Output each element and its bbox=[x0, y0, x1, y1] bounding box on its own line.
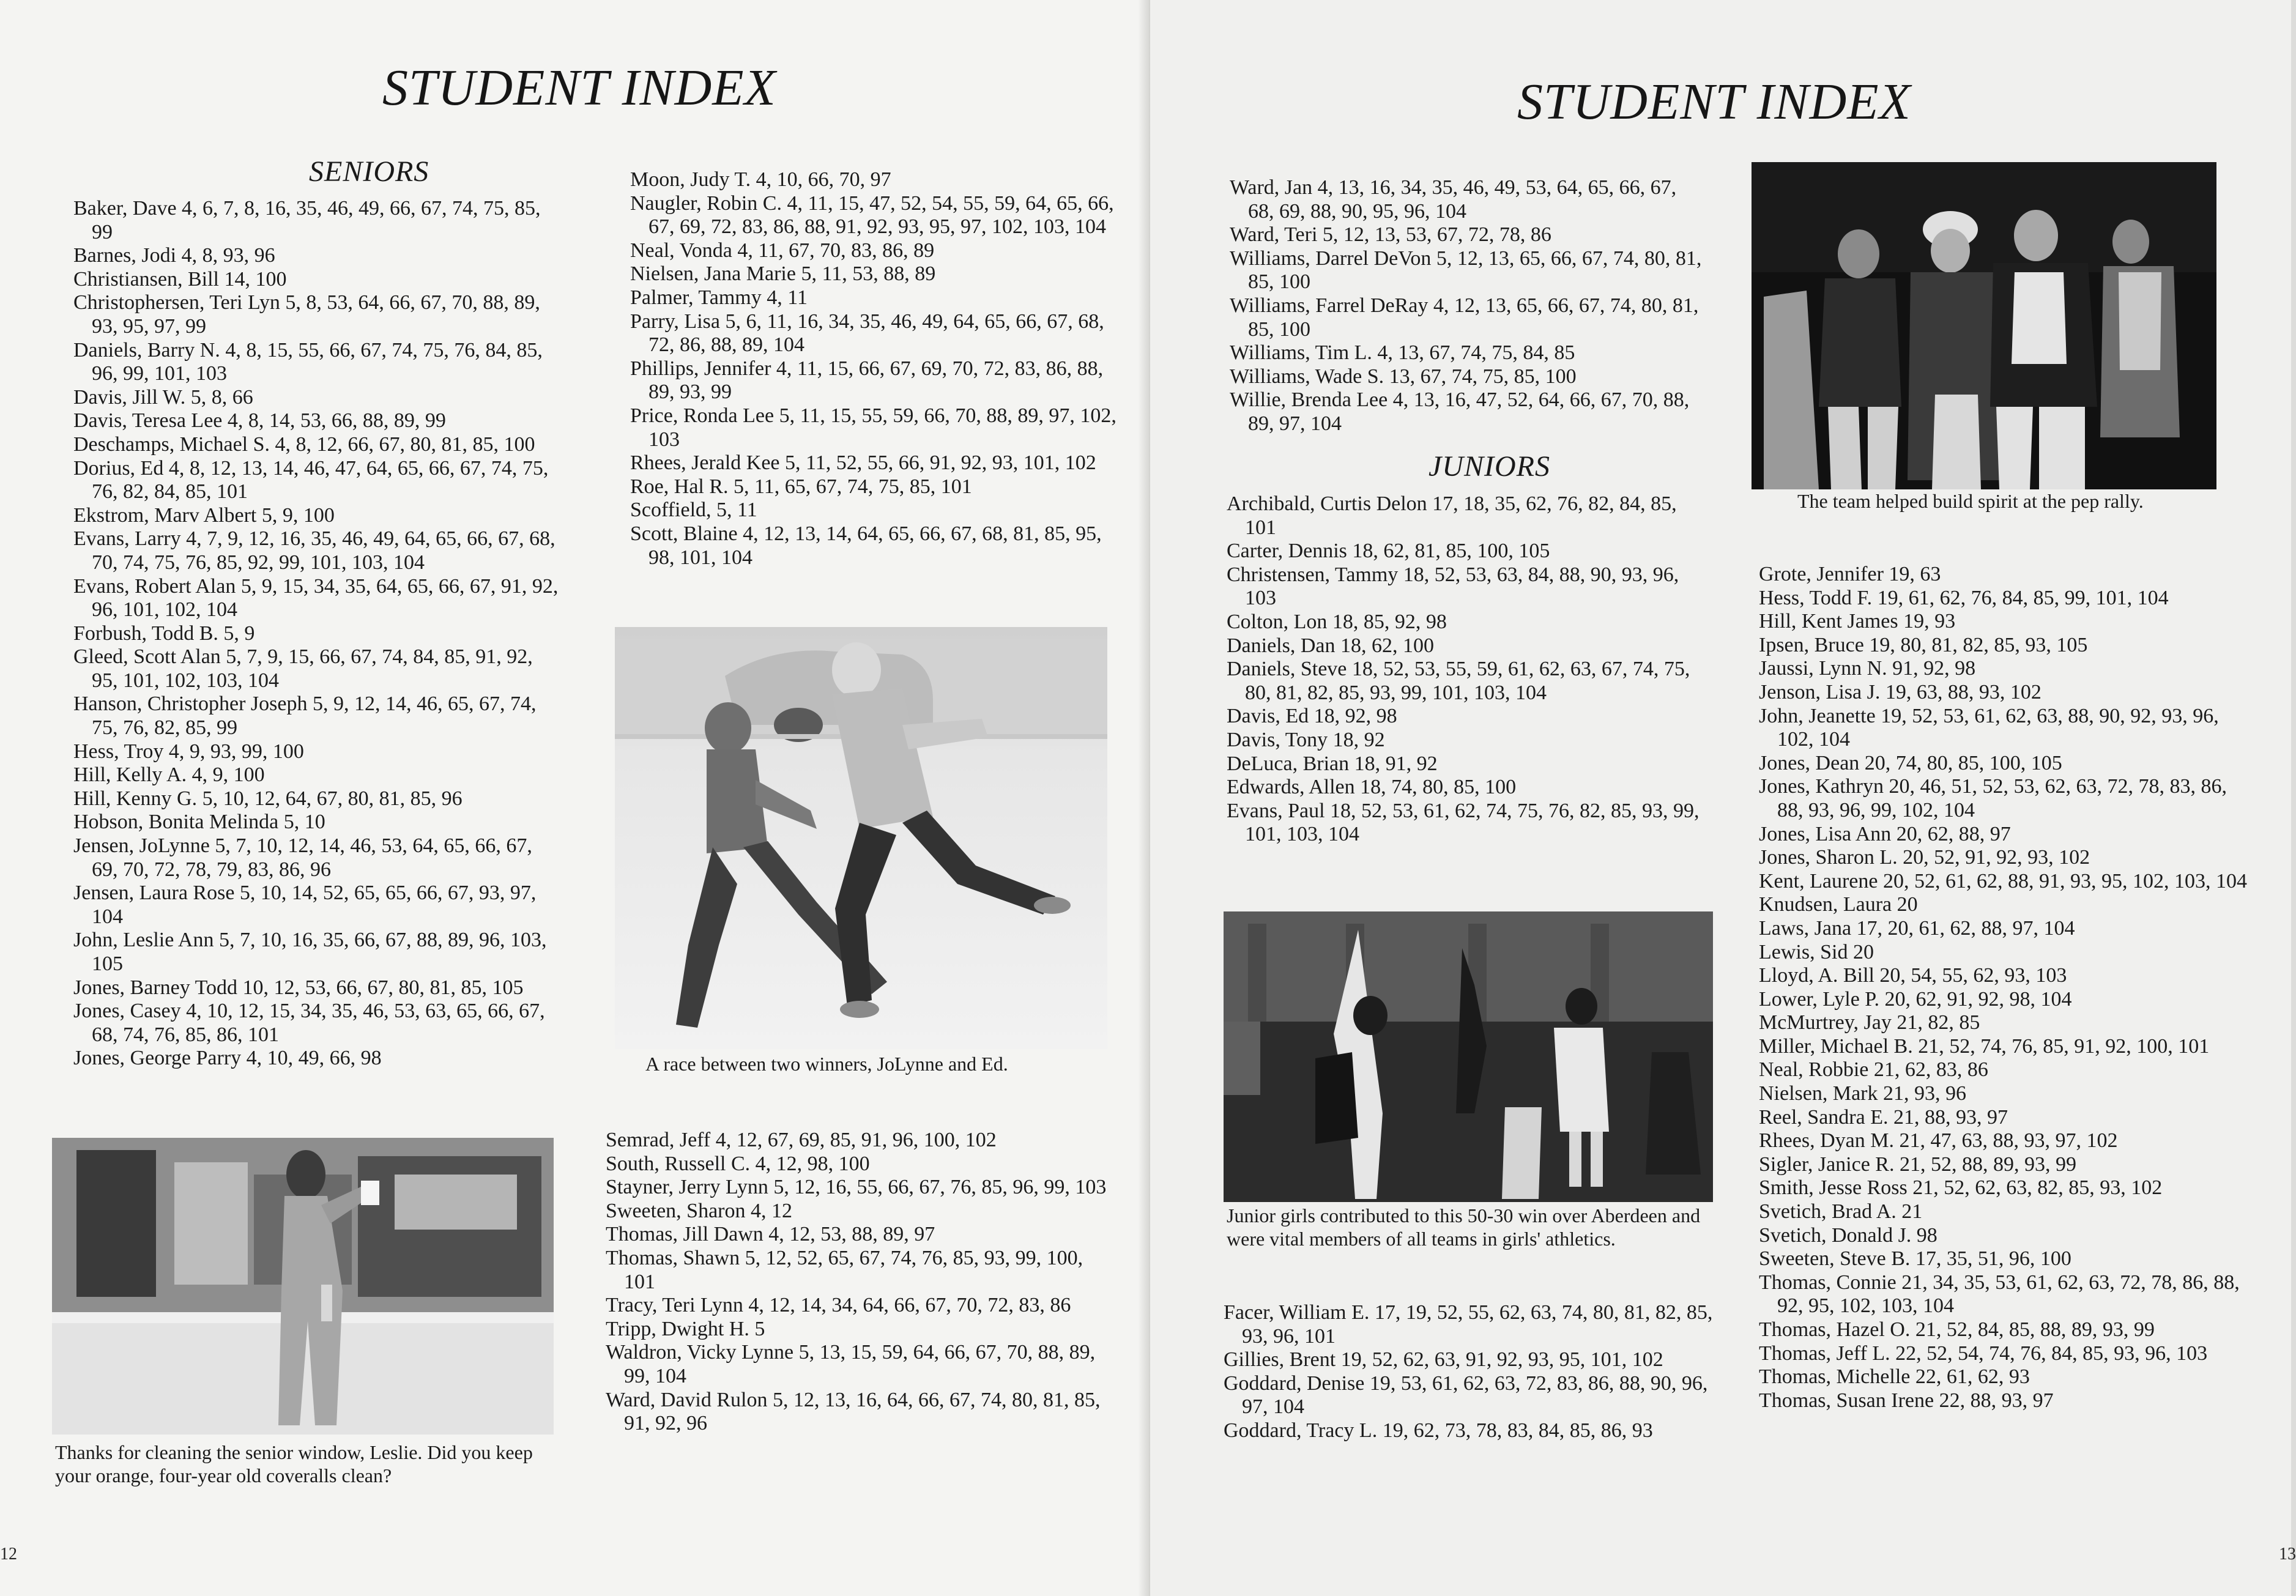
seniors-column-1 bbox=[73, 197, 563, 1071]
index-entry: Jones, George Parry 4, 10, 49, 66, 98 bbox=[73, 1047, 382, 1070]
index-entry: Nielsen, Mark 21, 93, 96 bbox=[1759, 1082, 1967, 1105]
index-entry: Rhees, Dyan M. 21, 47, 63, 88, 93, 97, 102 bbox=[1759, 1129, 2118, 1152]
index-entry: Jones, Sharon L. 20, 52, 91, 92, 93, 102 bbox=[1759, 846, 2090, 869]
race-photo bbox=[615, 627, 1107, 1049]
index-entry: Sweeten, Sharon 4, 12 bbox=[606, 1199, 793, 1222]
window-photo-caption: Thanks for cleaning the senior window, Leslie. Did you keep your orange, four-year old coveralls clean? bbox=[55, 1441, 533, 1487]
index-entry: Thomas, Michelle 22, 61, 62, 93 bbox=[1759, 1365, 2030, 1389]
index-entry: Davis, Teresa Lee 4, 8, 14, 53, 66, 88, 89, 99 bbox=[73, 409, 446, 432]
index-entry: Barnes, Jodi 4, 8, 93, 96 bbox=[73, 244, 275, 267]
index-entry: Grote, Jennifer 19, 63 bbox=[1759, 563, 1941, 585]
index-entry: Lewis, Sid 20 bbox=[1759, 940, 1874, 963]
index-entry: Palmer, Tammy 4, 11 bbox=[630, 286, 808, 309]
index-entry: Jenson, Lisa J. 19, 63, 88, 93, 102 bbox=[1759, 680, 2042, 703]
index-entry: Jensen, Laura Rose 5, 10, 14, 52, 65, 65, 66, 67, 93, 97, 104 bbox=[73, 882, 537, 928]
index-entry: Davis, Tony 18, 92 bbox=[1227, 728, 1385, 751]
basketball-photo-caption: Junior girls contributed to this 50-30 win over Aberdeen and were vital members of all teams in girls' athletics. bbox=[1227, 1204, 1701, 1250]
basketball-photo-image bbox=[1224, 911, 1713, 1202]
index-entry: Rhees, Jerald Kee 5, 11, 52, 55, 66, 91, 92, 93, 101, 102 bbox=[630, 451, 1096, 475]
index-entry: Evans, Paul 18, 52, 53, 61, 62, 74, 75, 76, 82, 85, 93, 99, 101, 103, 104 bbox=[1227, 799, 1700, 846]
pep-rally-photo bbox=[1752, 162, 2216, 489]
index-entry: Jones, Casey 4, 10, 12, 15, 34, 35, 46, 53, 63, 65, 66, 67, 68, 74, 76, 85, 86, 101 bbox=[73, 1000, 545, 1046]
index-entry: Thomas, Susan Irene 22, 88, 93, 97 bbox=[1759, 1389, 2054, 1412]
index-entry: Williams, Wade S. 13, 67, 74, 75, 85, 100 bbox=[1230, 365, 1577, 388]
index-entry: Lower, Lyle P. 20, 62, 91, 92, 98, 104 bbox=[1759, 987, 2072, 1011]
window-photo bbox=[52, 1138, 554, 1435]
index-entry: Daniels, Barry N. 4, 8, 15, 55, 66, 67, 74, 75, 76, 84, 85, 96, 99, 101, 103 bbox=[73, 338, 543, 385]
index-entry: Colton, Lon 18, 85, 92, 98 bbox=[1227, 610, 1447, 633]
index-entry: Reel, Sandra E. 21, 88, 93, 97 bbox=[1759, 1105, 2008, 1129]
index-entry: Christiansen, Bill 14, 100 bbox=[73, 267, 287, 291]
seniors-heading: SENIORS bbox=[309, 155, 429, 188]
index-entry: Sigler, Janice R. 21, 52, 88, 89, 93, 99 bbox=[1759, 1152, 2076, 1176]
index-entry: Ward, Jan 4, 13, 16, 34, 35, 46, 49, 53, 64, 65, 66, 67, 68, 69, 88, 90, 95, 96, 104 bbox=[1230, 176, 1677, 223]
index-entry: Jensen, JoLynne 5, 7, 10, 12, 14, 46, 53, 64, 65, 66, 67, 69, 70, 72, 78, 79, 83, 86, 96 bbox=[73, 834, 532, 881]
index-entry: Ward, David Rulon 5, 12, 13, 16, 64, 66, 67, 74, 80, 81, 85, 91, 92, 96 bbox=[606, 1388, 1101, 1435]
index-entry: Thomas, Shawn 5, 12, 52, 65, 67, 74, 76, 85, 93, 99, 100, 101 bbox=[606, 1246, 1083, 1293]
index-entry: Evans, Larry 4, 7, 9, 12, 16, 35, 46, 49, 64, 65, 66, 67, 68, 70, 74, 75, 76, 85, 92, 99, 101, 103, 104 bbox=[73, 527, 555, 574]
juniors-column-2 bbox=[1759, 563, 2248, 1412]
index-entry: Smith, Jesse Ross 21, 52, 62, 63, 82, 85, 93, 102 bbox=[1759, 1176, 2163, 1200]
index-entry: Edwards, Allen 18, 74, 80, 85, 100 bbox=[1227, 776, 1517, 799]
index-entry: Nielsen, Jana Marie 5, 11, 53, 88, 89 bbox=[630, 262, 936, 286]
index-entry: Jones, Kathryn 20, 46, 51, 52, 53, 62, 63, 72, 78, 83, 86, 88, 93, 96, 99, 102, 104 bbox=[1759, 775, 2227, 822]
index-entry: Laws, Jana 17, 20, 61, 62, 88, 97, 104 bbox=[1759, 916, 2075, 940]
right-page-title: STUDENT INDEX bbox=[1517, 73, 1911, 130]
index-entry: Price, Ronda Lee 5, 11, 15, 55, 59, 66, 70, 88, 89, 97, 102, 103 bbox=[630, 404, 1116, 451]
index-entry: Williams, Farrel DeRay 4, 12, 13, 65, 66, 67, 74, 80, 81, 85, 100 bbox=[1230, 294, 1699, 341]
index-entry: Gleed, Scott Alan 5, 7, 9, 15, 66, 67, 74, 84, 85, 91, 92, 95, 101, 102, 103, 104 bbox=[73, 645, 533, 692]
index-entry: Ipsen, Bruce 19, 80, 81, 82, 85, 93, 105 bbox=[1759, 633, 2088, 656]
index-entry: Tracy, Teri Lynn 4, 12, 14, 34, 64, 66, 67, 70, 72, 83, 86 bbox=[606, 1294, 1071, 1317]
index-entry: John, Leslie Ann 5, 7, 10, 16, 35, 66, 67, 88, 89, 96, 103, 105 bbox=[73, 929, 547, 975]
basketball-photo bbox=[1224, 911, 1713, 1202]
index-entry: Jones, Barney Todd 10, 12, 53, 66, 67, 80, 81, 85, 105 bbox=[73, 976, 524, 999]
index-entry: Thomas, Jeff L. 22, 52, 54, 74, 76, 84, 85, 93, 96, 103 bbox=[1759, 1342, 2208, 1365]
index-entry: Parry, Lisa 5, 6, 11, 16, 34, 35, 46, 49, 64, 65, 66, 67, 68, 72, 86, 88, 89, 104 bbox=[630, 310, 1104, 357]
seniors-column-2-bottom bbox=[606, 1129, 1107, 1436]
index-entry: Davis, Ed 18, 92, 98 bbox=[1227, 705, 1397, 728]
index-entry: Williams, Tim L. 4, 13, 67, 74, 75, 84, 85 bbox=[1230, 341, 1575, 365]
index-entry: Thomas, Hazel O. 21, 52, 84, 85, 88, 89, 93, 99 bbox=[1759, 1318, 2155, 1341]
index-entry: Daniels, Dan 18, 62, 100 bbox=[1227, 634, 1435, 657]
index-entry: Hill, Kelly A. 4, 9, 100 bbox=[73, 763, 265, 787]
left-page-title: STUDENT INDEX bbox=[382, 59, 776, 116]
index-entry: Hill, Kenny G. 5, 10, 12, 64, 67, 80, 81, 85, 96 bbox=[73, 787, 463, 810]
index-entry: Tripp, Dwight H. 5 bbox=[606, 1317, 765, 1340]
index-entry: Neal, Vonda 4, 11, 67, 70, 83, 86, 89 bbox=[630, 239, 935, 262]
index-entry: Thomas, Jill Dawn 4, 12, 53, 88, 89, 97 bbox=[606, 1223, 935, 1246]
window-photo-image bbox=[52, 1138, 554, 1435]
index-entry: Ekstrom, Marv Albert 5, 9, 100 bbox=[73, 503, 335, 527]
index-entry: Naugler, Robin C. 4, 11, 15, 47, 52, 54, 55, 59, 64, 65, 66, 67, 69, 72, 83, 86, 88, 91, 92, 93, 95, 97, 102, 103, 104 bbox=[630, 191, 1114, 239]
index-entry: Hess, Troy 4, 9, 93, 99, 100 bbox=[73, 740, 304, 763]
seniors-column-2-top bbox=[630, 168, 1120, 570]
index-entry: South, Russell C. 4, 12, 98, 100 bbox=[606, 1152, 870, 1175]
index-entry: Roe, Hal R. 5, 11, 65, 67, 74, 75, 85, 101 bbox=[630, 475, 972, 498]
index-entry: Willie, Brenda Lee 4, 13, 16, 47, 52, 64, 66, 67, 70, 88, 89, 97, 104 bbox=[1230, 388, 1690, 435]
index-entry: Christophersen, Teri Lyn 5, 8, 53, 64, 66, 67, 70, 88, 89, 93, 95, 97, 99 bbox=[73, 291, 540, 338]
index-entry: Neal, Robbie 21, 62, 83, 86 bbox=[1759, 1058, 1988, 1082]
index-entry: Evans, Robert Alan 5, 9, 15, 34, 35, 64, 65, 66, 67, 91, 92, 96, 101, 102, 104 bbox=[73, 574, 559, 622]
index-entry: Jones, Lisa Ann 20, 62, 88, 97 bbox=[1759, 822, 2011, 845]
index-entry: Facer, William E. 17, 19, 52, 55, 62, 63, 74, 80, 81, 82, 85, 93, 96, 101 bbox=[1224, 1301, 1713, 1348]
index-entry: Lloyd, A. Bill 20, 54, 55, 62, 93, 103 bbox=[1759, 964, 2067, 987]
index-entry: DeLuca, Brian 18, 91, 92 bbox=[1227, 752, 1438, 775]
index-entry: Semrad, Jeff 4, 12, 67, 69, 85, 91, 96, 100, 102 bbox=[606, 1129, 997, 1151]
index-entry: Dorius, Ed 4, 8, 12, 13, 14, 46, 47, 64, 65, 66, 67, 74, 75, 76, 82, 84, 85, 101 bbox=[73, 456, 549, 503]
juniors-column-1-top bbox=[1227, 492, 1710, 847]
race-photo-image bbox=[615, 627, 1107, 1049]
index-entry: Daniels, Steve 18, 52, 53, 55, 59, 61, 62, 63, 67, 74, 75, 80, 81, 82, 85, 93, 99, 101, 103, 104 bbox=[1227, 658, 1690, 704]
index-entry: Thomas, Connie 21, 34, 35, 53, 61, 62, 63, 72, 78, 86, 88, 92, 95, 102, 103, 104 bbox=[1759, 1271, 2240, 1318]
seniors-continued-column bbox=[1230, 176, 1707, 436]
index-entry: Knudsen, Laura 20 bbox=[1759, 893, 1918, 916]
index-entry: Jones, Dean 20, 74, 80, 85, 100, 105 bbox=[1759, 751, 2062, 774]
index-entry: Archibald, Curtis Delon 17, 18, 35, 62, 76, 82, 84, 85, 101 bbox=[1227, 492, 1677, 539]
index-entry: Svetich, Donald J. 98 bbox=[1759, 1223, 1937, 1247]
index-entry: Davis, Jill W. 5, 8, 66 bbox=[73, 385, 253, 409]
index-entry: Christensen, Tammy 18, 52, 53, 63, 84, 88, 90, 93, 96, 103 bbox=[1227, 563, 1679, 610]
index-entry: Waldron, Vicky Lynne 5, 13, 15, 59, 64, 66, 67, 70, 88, 89, 99, 104 bbox=[606, 1341, 1096, 1387]
index-entry: McMurtrey, Jay 21, 82, 85 bbox=[1759, 1011, 1980, 1034]
index-entry: Hess, Todd F. 19, 61, 62, 76, 84, 85, 99, 101, 104 bbox=[1759, 586, 2169, 609]
index-entry: Gillies, Brent 19, 52, 62, 63, 91, 92, 93, 95, 101, 102 bbox=[1224, 1348, 1663, 1371]
index-entry: Hill, Kent James 19, 93 bbox=[1759, 610, 1956, 633]
pep-rally-photo-image bbox=[1752, 162, 2216, 489]
index-entry: Scoffield, 5, 11 bbox=[630, 499, 757, 522]
index-entry: Sweeten, Steve B. 17, 35, 51, 96, 100 bbox=[1759, 1247, 2071, 1271]
index-entry: Kent, Laurene 20, 52, 61, 62, 88, 91, 93, 95, 102, 103, 104 bbox=[1759, 869, 2247, 893]
index-entry: Ward, Teri 5, 12, 13, 53, 67, 72, 78, 86 bbox=[1230, 223, 1551, 247]
left-page-number: 12 bbox=[0, 1545, 17, 1564]
index-entry: Forbush, Todd B. 5, 9 bbox=[73, 622, 255, 645]
index-entry: Svetich, Brad A. 21 bbox=[1759, 1200, 1923, 1223]
index-entry: Deschamps, Michael S. 4, 8, 12, 66, 67, 80, 81, 85, 100 bbox=[73, 432, 535, 456]
pep-rally-photo-caption: The team helped build spirit at the pep rally. bbox=[1797, 490, 2144, 512]
index-entry: Goddard, Tracy L. 19, 62, 73, 78, 83, 84, 85, 86, 93 bbox=[1224, 1419, 1653, 1442]
index-entry: Stayner, Jerry Lynn 5, 12, 16, 55, 66, 67, 76, 85, 96, 99, 103 bbox=[606, 1176, 1107, 1199]
index-entry: Williams, Darrel DeVon 5, 12, 13, 65, 66, 67, 74, 80, 81, 85, 100 bbox=[1230, 247, 1702, 294]
juniors-column-1-bottom bbox=[1224, 1301, 1713, 1443]
index-entry: Moon, Judy T. 4, 10, 66, 70, 97 bbox=[630, 168, 891, 191]
index-entry: John, Jeanette 19, 52, 53, 61, 62, 63, 88, 90, 92, 93, 96, 102, 104 bbox=[1759, 704, 2219, 751]
index-entry: Goddard, Denise 19, 53, 61, 62, 63, 72, 83, 86, 88, 90, 96, 97, 104 bbox=[1224, 1371, 1708, 1419]
index-entry: Jaussi, Lynn N. 91, 92, 98 bbox=[1759, 657, 1976, 680]
index-entry: Scott, Blaine 4, 12, 13, 14, 64, 65, 66, 67, 68, 81, 85, 95, 98, 101, 104 bbox=[630, 522, 1102, 569]
index-entry: Miller, Michael B. 21, 52, 74, 76, 85, 91, 92, 100, 101 bbox=[1759, 1034, 2210, 1058]
race-photo-caption: A race between two winners, JoLynne and Ed. bbox=[645, 1053, 1008, 1075]
right-page bbox=[1150, 0, 2296, 1596]
index-entry: Carter, Dennis 18, 62, 81, 85, 100, 105 bbox=[1227, 540, 1550, 563]
index-entry: Phillips, Jennifer 4, 11, 15, 66, 67, 69, 70, 72, 83, 86, 88, 89, 93, 99 bbox=[630, 357, 1104, 404]
index-entry: Hobson, Bonita Melinda 5, 10 bbox=[73, 811, 325, 834]
index-entry: Baker, Dave 4, 6, 7, 8, 16, 35, 46, 49, 66, 67, 74, 75, 85, 99 bbox=[73, 197, 541, 243]
juniors-heading: JUNIORS bbox=[1428, 450, 1550, 483]
index-entry: Hanson, Christopher Joseph 5, 9, 12, 14, 46, 65, 67, 74, 75, 76, 82, 85, 99 bbox=[73, 692, 537, 740]
right-page-number: 13 bbox=[2279, 1545, 2296, 1564]
